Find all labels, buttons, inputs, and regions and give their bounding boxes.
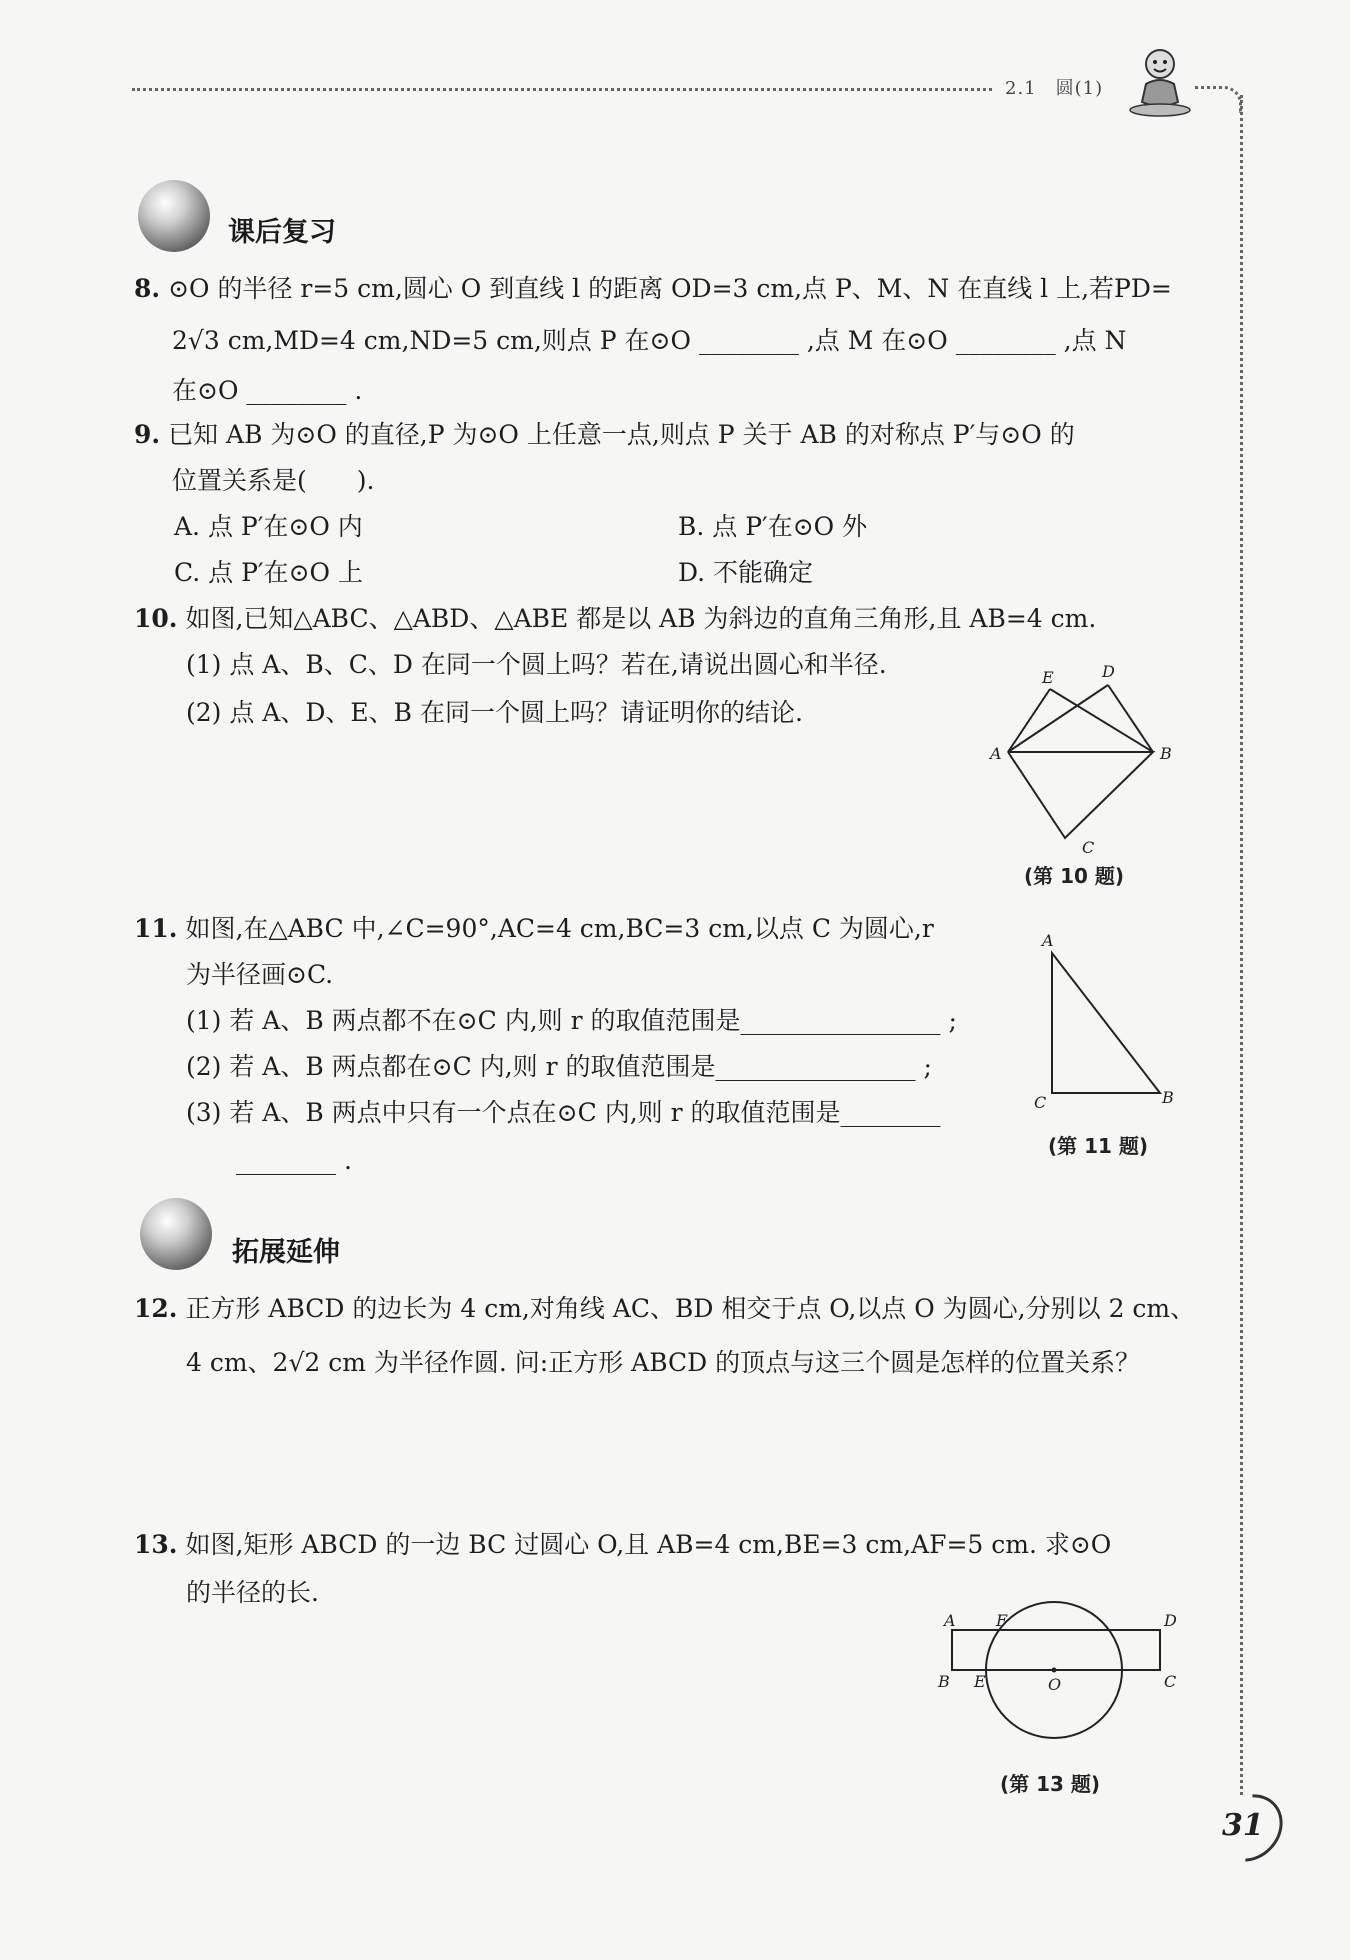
mascot-icon xyxy=(1120,40,1200,120)
q10-label-c: C xyxy=(1082,838,1095,855)
globe-icon xyxy=(140,1198,212,1270)
q13-number: 13. xyxy=(134,1530,178,1559)
q8-line1: 8. ⊙O 的半径 r=5 cm,圆心 O 到直线 l 的距离 OD=3 cm,点 P、M、N 在直线 l 上,若PD= xyxy=(134,274,1172,303)
q10-part1: (1) 点 A、B、C、D 在同一个圆上吗？若在,请说出圆心和半径. xyxy=(186,650,887,679)
header-section: 2.1 圆(1) xyxy=(1005,78,1104,99)
q13-label-a: A xyxy=(944,1611,956,1630)
q13-figure xyxy=(930,1590,1190,1760)
q13-line1: 13. 如图,矩形 ABCD 的一边 BC 过圆心 O,且 AB=4 cm,BE=3 cm,AF=5 cm. 求⊙O xyxy=(134,1530,1112,1559)
q10-caption: (第 10 题) xyxy=(1024,864,1125,888)
page-border-corner xyxy=(1195,86,1242,113)
q11-line2: 为半径画⊙C. xyxy=(186,960,334,989)
q10-label-b: B xyxy=(1160,744,1172,763)
q9-option-b: B. 点 P′在⊙O 外 xyxy=(678,512,868,541)
q8-line2: 2√3 cm,MD=4 cm,ND=5 cm,则点 P 在⊙O ________ ,点 M 在⊙O ________ ,点 N xyxy=(172,326,1127,355)
section-title-review: 课后复习 xyxy=(228,217,336,248)
q10-part2: (2) 点 A、D、E、B 在同一个圆上吗？请证明你的结论. xyxy=(186,698,803,727)
q9-line2: 位置关系是( ). xyxy=(172,466,375,495)
q11-part3: (3) 若 A、B 两点中只有一个点在⊙C 内,则 r 的取值范围是________ xyxy=(186,1098,941,1127)
section-title-extension: 拓展延伸 xyxy=(232,1237,340,1268)
q11-figure xyxy=(1020,928,1200,1118)
q9-option-d: D. 不能确定 xyxy=(678,558,814,587)
q11-part2: (2) 若 A、B 两点都在⊙C 内,则 r 的取值范围是________________ ; xyxy=(186,1052,932,1081)
q11-label-a: A xyxy=(1042,931,1054,950)
q12-number: 12. xyxy=(134,1294,178,1323)
header-rule xyxy=(132,88,992,91)
q8-number: 8. xyxy=(134,274,161,303)
q9-number: 9. xyxy=(134,420,161,449)
q10-label-e: E xyxy=(1042,668,1054,687)
q11-label-c: C xyxy=(1034,1093,1047,1112)
q10-label-a: A xyxy=(990,744,1002,763)
q10-figure xyxy=(980,655,1180,855)
q11-label-b: B xyxy=(1162,1088,1174,1107)
q9-line1: 9. 已知 AB 为⊙O 的直径,P 为⊙O 上任意一点,则点 P 关于 AB 的对称点 P′与⊙O 的 xyxy=(134,420,1075,449)
q13-line2: 的半径的长. xyxy=(186,1578,319,1607)
q13-label-c: C xyxy=(1164,1672,1177,1691)
globe-icon xyxy=(138,180,210,252)
q13-label-f: F xyxy=(996,1611,1008,1630)
q10-number: 10. xyxy=(134,604,178,633)
page-number: 31 xyxy=(1222,1808,1264,1843)
q8-line3: 在⊙O ________ . xyxy=(172,376,363,405)
q12-line1: 12. 正方形 ABCD 的边长为 4 cm,对角线 AC、BD 相交于点 O,以点 O 为圆心,分别以 2 cm、 xyxy=(134,1294,1196,1323)
q11-caption: (第 11 题) xyxy=(1048,1134,1149,1158)
q11-number: 11. xyxy=(134,914,178,943)
q11-part3-cont: ________ . xyxy=(236,1146,352,1175)
q13-label-b: B xyxy=(938,1672,950,1691)
q9-option-c: C. 点 P′在⊙O 上 xyxy=(174,558,363,587)
q10-label-d: D xyxy=(1102,662,1115,681)
page-border-right xyxy=(1240,95,1243,1795)
q11-line1: 11. 如图,在△ABC 中,∠C=90°,AC=4 cm,BC=3 cm,以点 C 为圆心,r xyxy=(134,914,934,943)
q13-caption: (第 13 题) xyxy=(1000,1772,1101,1796)
q11-part1: (1) 若 A、B 两点都不在⊙C 内,则 r 的取值范围是________________ ; xyxy=(186,1006,957,1035)
q13-label-e: E xyxy=(974,1672,986,1691)
q13-label-d: D xyxy=(1164,1611,1177,1630)
q10-line1: 10. 如图,已知△ABC、△ABD、△ABE 都是以 AB 为斜边的直角三角形,且 AB=4 cm. xyxy=(134,604,1097,633)
q12-line2: 4 cm、2√2 cm 为半径作圆. 问:正方形 ABCD 的顶点与这三个圆是怎样的位置关系？ xyxy=(186,1348,1141,1377)
q13-label-o: O xyxy=(1048,1675,1062,1694)
q9-option-a: A. 点 P′在⊙O 内 xyxy=(174,512,363,541)
